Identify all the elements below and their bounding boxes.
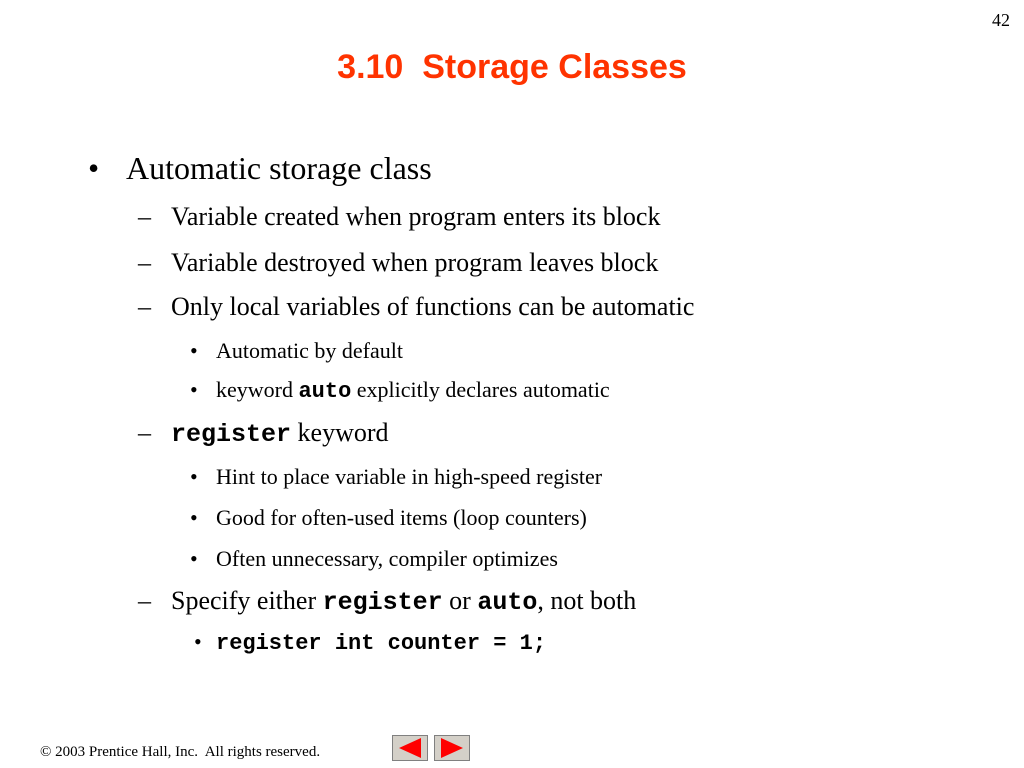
item-specify-either	[171, 586, 636, 617]
code-register: register	[322, 588, 443, 617]
bullet-marker: •	[190, 546, 198, 571]
left-arrow-icon	[393, 736, 427, 760]
right-arrow-icon	[435, 736, 469, 760]
item-variable-created: Variable created when program enters its block	[171, 202, 661, 231]
slide-number: 42	[992, 10, 1010, 30]
bullet-marker: •	[190, 338, 198, 363]
bullet-marker: •	[88, 150, 100, 186]
item-automatic-by-default: Automatic by default	[216, 338, 403, 363]
item-variable-destroyed: Variable destroyed when program leaves block	[171, 248, 659, 277]
code-auto: auto	[477, 588, 538, 617]
text-keyword-prefix: keyword	[216, 377, 299, 402]
text-register-suffix: keyword	[291, 418, 389, 447]
text-specify-or: or	[442, 586, 478, 615]
text-keyword-suffix: explicitly declares automatic	[351, 377, 610, 402]
item-good-for: Good for often-used items (loop counters)	[216, 505, 587, 530]
text-specify-prefix: Specify either	[171, 586, 323, 615]
text-specify-suffix: , not both	[537, 586, 637, 615]
code-auto-keyword: auto	[298, 379, 352, 404]
item-hint-register: Hint to place variable in high-speed register	[216, 464, 603, 489]
next-slide-button[interactable]	[434, 735, 470, 761]
dash-marker: –	[138, 418, 151, 447]
item-register-keyword	[171, 418, 389, 449]
bullet-marker: •	[190, 464, 198, 489]
dash-marker: –	[138, 248, 151, 277]
bullet-marker: •	[190, 377, 198, 402]
slide-title: 3.10 Storage Classes	[337, 48, 687, 86]
previous-slide-button[interactable]	[392, 735, 428, 761]
copyright-footer: © 2003 Prentice Hall, Inc. All rights reserved.	[40, 744, 321, 760]
bullet-marker: •	[190, 505, 198, 530]
item-code-example	[216, 629, 546, 656]
bullet-automatic-storage-class: Automatic storage class	[126, 150, 432, 186]
item-only-local-variables: Only local variables of functions can be automatic	[171, 292, 695, 321]
item-often-unnecessary: Often unnecessary, compiler optimizes	[216, 546, 558, 571]
dash-marker: –	[138, 586, 151, 615]
dash-marker: –	[138, 202, 151, 231]
bullet-marker: •	[194, 629, 202, 654]
item-keyword-auto	[216, 377, 610, 404]
code-register-keyword: register	[171, 420, 292, 449]
dash-marker: –	[138, 292, 151, 321]
code-example: register int counter = 1;	[216, 631, 547, 656]
